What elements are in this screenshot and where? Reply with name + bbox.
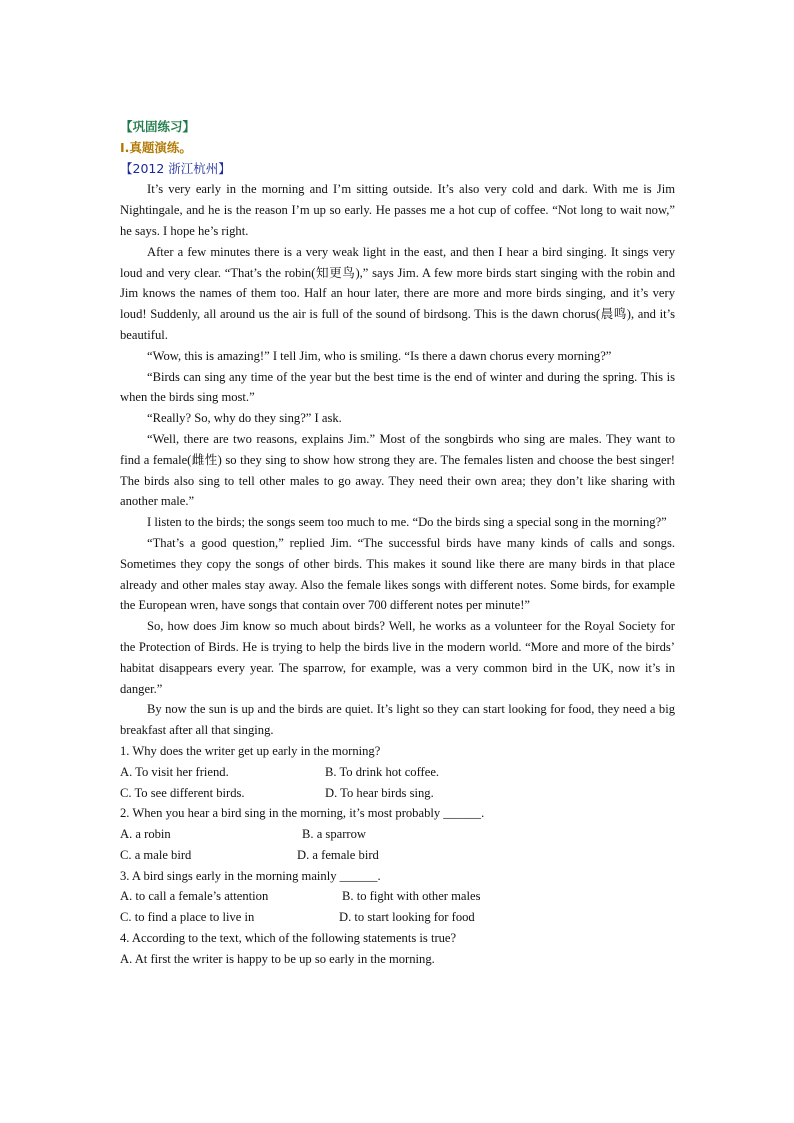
section-title: 【巩固练习】	[120, 119, 196, 134]
option-c: C. To see different birds.	[120, 785, 245, 800]
option-c: C. a male bird	[120, 847, 192, 862]
question-list	[120, 741, 675, 970]
option-row	[120, 824, 675, 845]
question-item	[120, 741, 675, 803]
option-row	[120, 949, 675, 970]
passage-paragraph: It’s very early in the morning and I’m sitting outside. It’s also very cold and dark. With me is Jim Nightingale, and he is the reason I’m up so early. He passes me a hot cup of coffee. “Not long to wait now,” he says. I hope he’s right.	[120, 182, 675, 238]
passage-paragraph: “Really? So, why do they sing?” I ask.	[147, 411, 342, 426]
option-row	[120, 886, 675, 907]
option-row	[120, 762, 675, 783]
option-a: A. to call a female’s attention	[120, 889, 269, 904]
reading-passage	[120, 179, 675, 741]
question-stem: 1. Why does the writer get up early in the morning?	[120, 743, 381, 758]
passage-paragraph: “Wow, this is amazing!” I tell Jim, who is smiling. “Is there a dawn chorus every morning?”	[147, 348, 612, 363]
question-item	[120, 803, 675, 865]
question-item	[120, 866, 675, 928]
passage-paragraph: I listen to the birds; the songs seem too much to me. “Do the birds sing a special song in the morning?”	[147, 515, 667, 530]
option-a: A. a robin	[120, 827, 171, 842]
option-b: B. To drink hot coffee.	[325, 764, 440, 779]
passage-paragraph: So, how does Jim know so much about birds? Well, he works as a volunteer for the Royal Society for the Protection of Birds. He is trying to help the birds live in the modern world. “More and more of the birds’ habitat disappears every year. The sparrow, for example, was a very common bird in the UK, now it’s in danger.”	[120, 619, 675, 696]
passage-paragraph: After a few minutes there is a very weak light in the east, and then I hear a bird singing. It sings very loud and very clear. “That’s the robin(知更鸟),” says Jim. A few more birds start singing with the robin and Jim knows the names of them too. Half an hour later, there are more and more birds singing, and it’s very loud! Suddenly, all around us the air is full of the sound of birdsong. This is the dawn chorus(晨鸣), and it’s beautiful.	[120, 244, 675, 342]
passage-paragraph: “Well, there are two reasons, explains Jim.” Most of the songbirds who sing are males. They want to find a female(雌性) so they sing to show how strong they are. The females listen and choose the best singer! The birds also sing to tell other males to go away. They need their own area; they don’t like sharing with another male.”	[120, 431, 675, 509]
option-a: A. To visit her friend.	[120, 764, 229, 779]
option-d: D. a female bird	[297, 847, 379, 862]
question-stem: 3. A bird sings early in the morning mainly ______.	[120, 868, 381, 883]
source-label: 【2012 浙江杭州】	[120, 160, 231, 176]
option-d: D. to start looking for food	[339, 910, 475, 925]
question-item	[120, 928, 675, 970]
passage-paragraph: “That’s a good question,” replied Jim. “The successful birds have many kinds of calls and songs. Sometimes they copy the songs of other birds. This makes it sound like there are many birds in that place already and other males stay away. Also the female likes songs with different notes. Some birds, for example the European wren, have songs that contain over 700 different notes per minute!”	[120, 535, 675, 613]
option-row	[120, 907, 675, 928]
document-page	[120, 117, 675, 970]
option-c: C. to find a place to live in	[120, 910, 255, 925]
question-stem: 4. According to the text, which of the following statements is true?	[120, 931, 457, 946]
option-a: A. At first the writer is happy to be up so early in the morning.	[120, 951, 435, 966]
option-b: B. to fight with other males	[342, 889, 481, 904]
option-d: D. To hear birds sing.	[325, 785, 434, 800]
part-title: I.真题演练。	[120, 139, 192, 155]
option-row	[120, 845, 675, 866]
passage-paragraph: “Birds can sing any time of the year but the best time is the end of winter and during the spring. This is when the birds sing most.”	[120, 369, 675, 405]
passage-paragraph: By now the sun is up and the birds are quiet. It’s light so they can start looking for food, they need a big breakfast after all that singing.	[120, 702, 675, 738]
question-stem: 2. When you hear a bird sing in the morning, it’s most probably ______.	[120, 806, 485, 821]
option-row	[120, 783, 675, 804]
option-b: B. a sparrow	[302, 827, 367, 842]
